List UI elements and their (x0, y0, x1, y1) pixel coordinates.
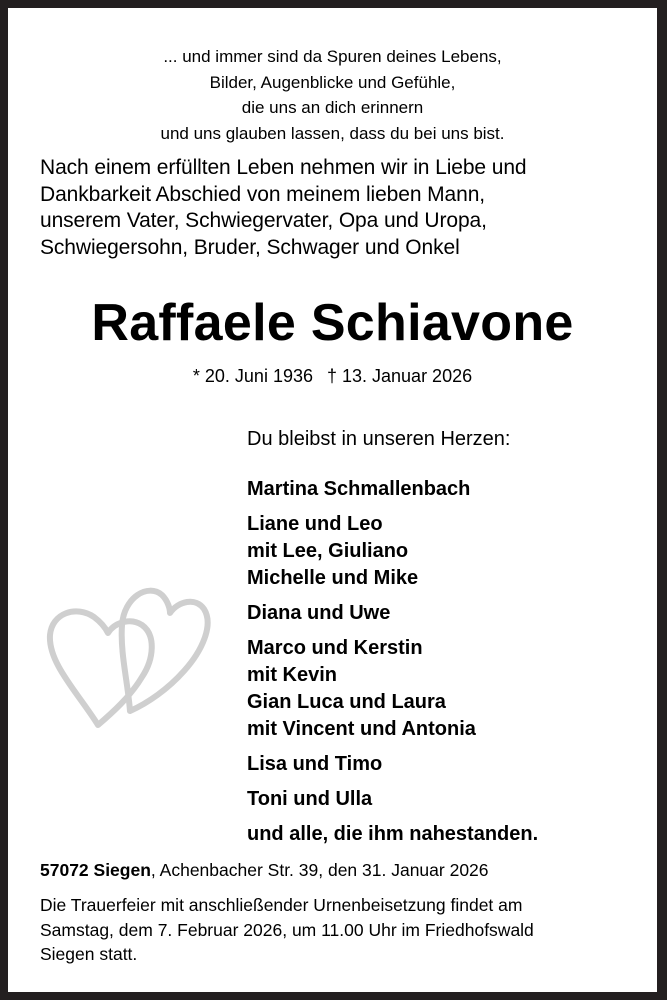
mourner-line: Gian Luca und Laura (247, 691, 446, 713)
service-line: Siegen statt. (40, 944, 138, 964)
mourner-line: Lisa und Timo (247, 753, 383, 775)
place-and-date (40, 858, 489, 882)
mourner-line: mit Kevin (247, 664, 338, 686)
mourner-line: und alle, die ihm nahestanden. (247, 823, 539, 845)
mourner-line: mit Vincent und Antonia (247, 718, 476, 740)
place-address: , Achenbacher Str. 39, den 31. Januar 2026 (150, 860, 489, 880)
mourners-list (247, 476, 538, 856)
place-city: 57072 Siegen (40, 860, 151, 880)
death-date: † 13. Januar 2026 (326, 366, 473, 386)
double-hearts-icon (38, 573, 218, 743)
intro-line: Dankbarkeit Abschied von meinem lieben Mann, (40, 182, 486, 206)
birth-date: * 20. Juni 1936 (192, 366, 313, 386)
mourner-line: Martina Schmallenbach (247, 478, 471, 500)
poem-line: und uns glauben lassen, dass du bei uns bist. (160, 123, 505, 143)
poem-line: die uns an dich erinnern (241, 98, 424, 117)
poem (8, 44, 657, 146)
intro-line: unserem Vater, Schwiegervater, Opa und Uropa, (40, 209, 487, 232)
mourner-group (247, 511, 538, 592)
mourner-line: Marco und Kerstin (247, 637, 423, 659)
life-dates (8, 364, 657, 388)
mourner-group (247, 635, 538, 743)
mourner-line: mit Lee, Giuliano (247, 540, 409, 562)
mourner-line: Toni und Ulla (247, 788, 373, 810)
mourner-line: Diana und Uwe (247, 602, 391, 624)
poem-line: Bilder, Augenblicke und Gefühle, (209, 72, 456, 92)
mourner-group (247, 600, 538, 627)
service-line: Die Trauerfeier mit anschließender Urnenbeisetzung findet am (40, 895, 523, 915)
funeral-service-info (40, 893, 534, 967)
poem-line: ... und immer sind da Spuren deines Lebens, (163, 47, 502, 66)
mourner-group (247, 476, 538, 503)
mourners-heading: Du bleibst in unseren Herzen: (247, 428, 511, 450)
mourner-group (247, 821, 538, 848)
mourner-line: Michelle und Mike (247, 567, 419, 589)
service-line: Samstag, dem 7. Februar 2026, um 11.00 Uhr im Friedhofswald (40, 919, 534, 940)
intro-text (40, 155, 526, 261)
obituary-notice (8, 8, 657, 992)
intro-line: Nach einem erfüllten Leben nehmen wir in Liebe und (40, 156, 527, 179)
deceased-name: Raffaele Schiavone (91, 294, 574, 352)
mourner-group (247, 786, 538, 813)
intro-line: Schwiegersohn, Bruder, Schwager und Onkel (40, 235, 460, 259)
mourner-line: Liane und Leo (247, 513, 383, 535)
mourner-group (247, 751, 538, 778)
